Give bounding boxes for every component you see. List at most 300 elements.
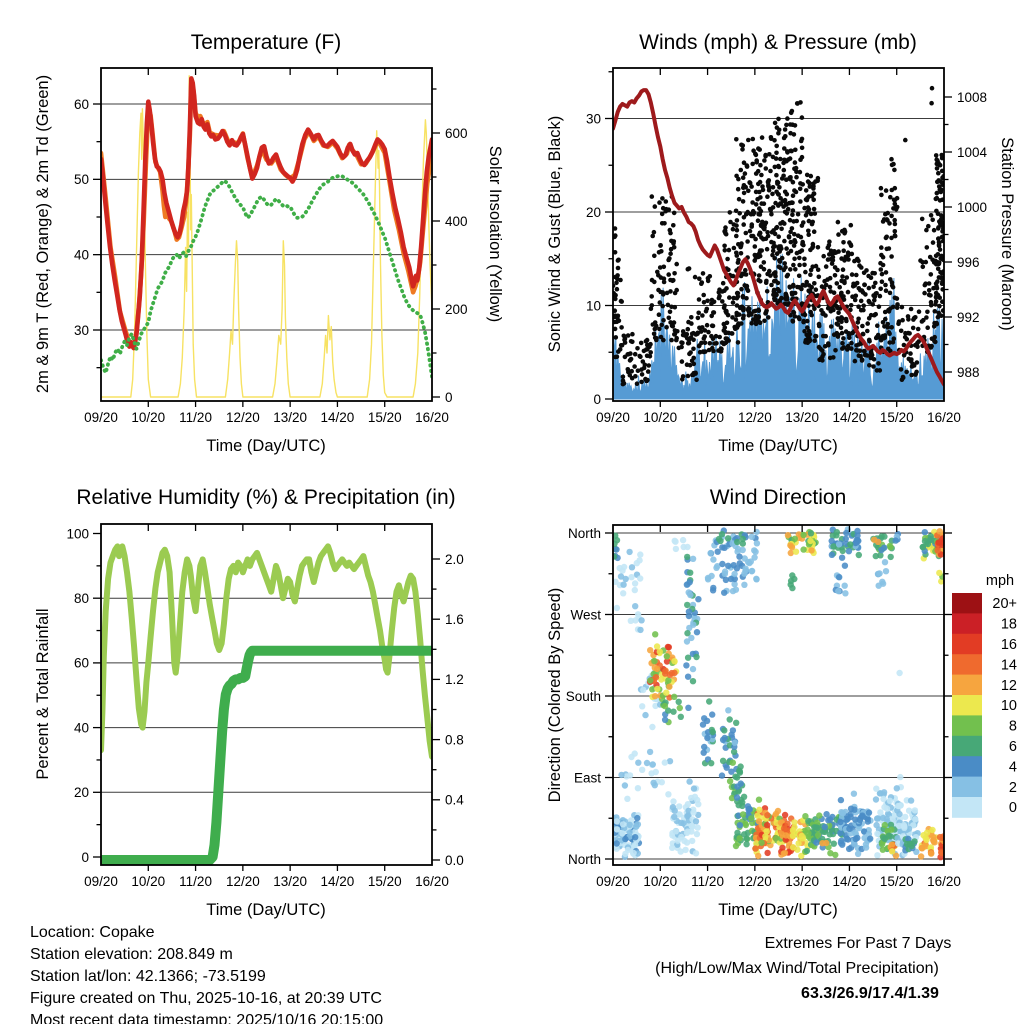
gust-dot	[741, 314, 746, 319]
gust-dot	[782, 261, 787, 266]
footer-elevation: Station elevation: 208.849 m	[30, 946, 233, 963]
gust-dot	[734, 137, 739, 142]
x-tick-label: 13/20	[273, 874, 308, 889]
wind-direction-dot	[708, 760, 714, 766]
gust-dot	[759, 209, 764, 214]
x-tick-label: 15/20	[879, 874, 914, 889]
gust-dot	[783, 265, 788, 270]
gust-dot	[756, 218, 761, 223]
gust-dot	[776, 287, 781, 292]
wind-direction-dot	[743, 841, 749, 847]
gust-dot	[754, 171, 759, 176]
gust-dot	[749, 184, 754, 189]
gust-dot	[666, 303, 671, 308]
wind-direction-dot	[779, 845, 785, 851]
wind-direction-dot	[709, 711, 715, 717]
wind-direction-dot	[896, 670, 902, 676]
wind-direction-dot	[737, 768, 743, 774]
wind-direction-dot	[816, 812, 822, 818]
x-tick-label: 13/20	[785, 410, 820, 425]
y-tick-label: 30	[585, 111, 601, 127]
gust-dot	[920, 217, 925, 222]
x-tick-label: 09/20	[84, 410, 118, 425]
wind-direction-dot	[671, 814, 677, 820]
wind-direction-dot	[693, 818, 699, 824]
wind-direction-dot	[688, 795, 694, 801]
gust-dot	[836, 249, 841, 254]
wind-direction-dot	[867, 836, 873, 842]
gust-dot	[788, 267, 793, 272]
gust-dot	[644, 339, 649, 344]
wind-direction-dot	[845, 836, 851, 842]
gust-dot	[789, 149, 794, 154]
wind-direction-dot	[701, 750, 707, 756]
wind-direction-dot	[764, 812, 770, 818]
gust-dot	[686, 267, 691, 272]
colorbar-cell	[952, 756, 982, 777]
gust-dot	[820, 348, 825, 353]
direction-tick-label: North	[567, 851, 601, 867]
gust-dot	[669, 247, 674, 252]
wind-direction-dot	[791, 819, 797, 825]
winds-panel-title: Winds (mph) & Pressure (mb)	[639, 31, 917, 54]
gust-dot	[768, 208, 773, 213]
wind-direction-dot	[651, 658, 657, 664]
winds-x-axis-label: Time (Day/UTC)	[718, 437, 838, 455]
gust-dot	[913, 343, 918, 348]
gust-dot	[899, 329, 904, 334]
gust-dot	[645, 354, 650, 359]
wind-direction-dot	[635, 760, 641, 766]
gust-dot	[849, 303, 854, 308]
wind-direction-dot	[752, 845, 758, 851]
gust-dot	[724, 341, 729, 346]
y-tick-label: 1004	[957, 144, 988, 160]
wind-direction-dot	[799, 833, 805, 839]
gust-dot	[890, 280, 895, 285]
wind-direction-dot	[752, 549, 758, 555]
gust-dot	[657, 200, 662, 205]
wind-direction-dot	[618, 772, 624, 778]
wind-direction-dot	[725, 563, 731, 569]
gust-dot	[767, 152, 772, 157]
footer	[30, 924, 951, 1024]
gust-dot	[671, 324, 676, 329]
wind-direction-dot	[680, 537, 686, 543]
gust-dot	[792, 132, 797, 137]
wind-direction-dot	[808, 530, 814, 536]
wind-direction-dot	[863, 841, 869, 847]
gust-dot	[819, 357, 824, 362]
gust-dot	[852, 259, 857, 264]
gust-dot	[747, 313, 752, 318]
gust-dot	[630, 332, 635, 337]
gust-dot	[870, 302, 875, 307]
gust-dot	[895, 305, 900, 310]
gust-dot	[937, 241, 942, 246]
wind-direction-dot	[704, 735, 710, 741]
wind-direction-dot	[847, 541, 853, 547]
gust-dot	[801, 320, 806, 325]
wind-direction-dot	[880, 834, 886, 840]
wind-direction-dot	[838, 809, 844, 815]
wind-direction-dot	[848, 806, 854, 812]
gust-dot	[865, 329, 870, 334]
gust-dot	[900, 377, 905, 382]
gust-dot	[916, 327, 921, 332]
gust-dot	[740, 147, 745, 152]
gust-dot	[785, 116, 790, 121]
gust-dot	[790, 200, 795, 205]
gust-dot	[801, 220, 806, 225]
gust-dot	[773, 297, 778, 302]
wind-direction-dot	[789, 585, 795, 591]
wind-direction-dot	[734, 539, 740, 545]
gust-dot	[788, 177, 793, 182]
wind-direction-dot	[690, 678, 696, 684]
wind-direction-dot	[611, 553, 617, 559]
gust-dot	[808, 184, 813, 189]
gust-dot	[893, 186, 898, 191]
gust-dot	[887, 330, 892, 335]
gust-dot	[783, 134, 788, 139]
y-tick-label: 80	[73, 591, 89, 606]
gust-dot	[734, 317, 739, 322]
wind-direction-dot	[687, 579, 693, 585]
y-tick-label: 0.0	[445, 852, 464, 868]
x-tick-label: 15/20	[367, 410, 402, 425]
wind-direction-dot	[912, 816, 918, 822]
wind-direction-dot	[707, 550, 713, 556]
gust-dot	[859, 265, 864, 270]
gust-dot	[917, 309, 922, 314]
gust-dot	[727, 248, 732, 253]
gust-dot	[760, 135, 765, 140]
y-tick-label: 1000	[957, 199, 988, 215]
gust-dot	[758, 231, 763, 236]
x-tick-label: 15/20	[879, 410, 914, 425]
gust-dot	[746, 308, 751, 313]
gust-dot	[812, 281, 817, 286]
gust-dot	[817, 275, 822, 280]
gust-dot	[751, 209, 756, 214]
wind-direction-dot	[897, 774, 903, 780]
gust-dot	[844, 319, 849, 324]
gust-dot	[694, 378, 699, 383]
gust-dot	[867, 338, 872, 343]
wind-direction-dot	[665, 677, 671, 683]
gust-dot	[888, 195, 893, 200]
gust-dot	[793, 160, 798, 165]
wind-direction-dot	[717, 538, 723, 544]
gust-dot	[840, 274, 845, 279]
gust-dot	[741, 143, 746, 148]
wind-direction-dot	[659, 779, 665, 785]
gust-dot	[613, 293, 618, 298]
colorbar-label: 4	[1008, 759, 1017, 776]
y-tick-label: 30	[73, 322, 89, 338]
gust-dot	[686, 374, 691, 379]
wind-direction-dot	[685, 801, 691, 807]
gust-dot	[667, 256, 672, 261]
gust-dot	[938, 275, 943, 280]
gust-dot	[769, 240, 774, 245]
gust-dot	[889, 214, 894, 219]
gust-dot	[889, 254, 894, 259]
wind-direction-dot	[637, 575, 643, 581]
gust-dot	[929, 101, 934, 106]
gust-dot	[886, 325, 891, 330]
wind-direction-dot	[637, 551, 643, 557]
wind-direction-dot	[827, 831, 833, 837]
gust-dot	[735, 228, 740, 233]
wind-direction-dot	[882, 559, 888, 565]
wind-direction-dot	[792, 536, 798, 542]
gust-dot	[804, 197, 809, 202]
wind-direction-dot	[755, 853, 761, 859]
gust-dot	[828, 257, 833, 262]
wind-direction-dot	[654, 686, 660, 692]
x-tick-label: 14/20	[832, 410, 867, 425]
gust-dot	[803, 340, 808, 345]
gust-dot	[700, 325, 705, 330]
gust-dot	[928, 293, 933, 298]
colorbar-label: 12	[1000, 677, 1017, 694]
gust-dot	[849, 223, 854, 228]
wind-direction-dot	[689, 823, 695, 829]
wind-direction-dot	[678, 834, 684, 840]
gust-dot	[913, 372, 918, 377]
gust-dot	[811, 198, 816, 203]
gust-dot	[782, 168, 787, 173]
wind-direction-dot	[694, 831, 700, 837]
wind-direction-dot	[853, 539, 859, 545]
gust-dot	[836, 220, 841, 225]
gust-dot	[778, 298, 783, 303]
gust-dot	[709, 334, 714, 339]
gust-dot	[812, 229, 817, 234]
gust-dot	[873, 294, 878, 299]
gust-dot	[790, 291, 795, 296]
gust-dot	[773, 270, 778, 275]
gust-dot	[761, 188, 766, 193]
gust-dot	[669, 239, 674, 244]
wind-direction-dot	[839, 555, 845, 561]
temperature-y-axis-label: 2m & 9m T (Red, Orange) & 2m Td (Green)	[34, 74, 52, 394]
gust-dot	[856, 259, 861, 264]
gust-dot	[767, 269, 772, 274]
gust-dot	[800, 146, 805, 151]
colorbar-cell	[952, 654, 982, 675]
colorbar-label: 16	[1000, 637, 1017, 653]
gust-dot	[876, 333, 881, 338]
gust-dot	[885, 211, 890, 216]
gust-dot	[784, 123, 789, 128]
gust-dot	[776, 117, 781, 122]
gust-dot	[912, 316, 917, 321]
gust-dot	[910, 362, 915, 367]
wind-direction-dot	[671, 658, 677, 664]
gust-dot	[791, 263, 796, 268]
gust-dot	[615, 320, 620, 325]
gust-dot	[826, 343, 831, 348]
footer-timestamp: Most recent data timestamp: 2025/10/16 20:15:00	[30, 1012, 384, 1024]
gust-dot	[776, 181, 781, 186]
gust-dot	[741, 175, 746, 180]
gust-dot	[877, 304, 882, 309]
wind-direction-dot	[636, 557, 642, 563]
wind-direction-dot	[825, 817, 831, 823]
gust-dot	[899, 367, 904, 372]
wind-direction-dot	[886, 833, 892, 839]
gust-dot	[622, 338, 627, 343]
gust-dot	[826, 246, 831, 251]
gust-dot	[756, 255, 761, 260]
wind-direction-dot	[733, 587, 739, 593]
wind-direction-dot	[887, 544, 893, 550]
x-tick-label: 10/20	[131, 874, 166, 889]
wind-direction-dot	[732, 774, 738, 780]
gust-dot	[926, 224, 931, 229]
gust-dot	[841, 240, 846, 245]
gust-dot	[845, 275, 850, 280]
gust-dot	[649, 294, 654, 299]
gust-dot	[774, 226, 779, 231]
wind-direction-dot	[670, 709, 676, 715]
wind-direction-dot	[873, 822, 879, 828]
wind-direction-dot	[893, 537, 899, 543]
gust-dot	[800, 240, 805, 245]
gust-dot	[722, 303, 727, 308]
wind-direction-dot	[856, 552, 862, 558]
wind-direction-dot	[789, 544, 795, 550]
wind-direction-dot	[873, 796, 879, 802]
gust-dot	[741, 222, 746, 227]
gust-dot	[791, 208, 796, 213]
gust-dot	[746, 138, 751, 143]
wind-direction-dot	[693, 850, 699, 856]
gust-dot	[653, 327, 658, 332]
gust-dot	[860, 324, 865, 329]
gust-dot	[778, 201, 783, 206]
colorbar-cell	[952, 593, 982, 614]
wind-direction-dot	[687, 570, 693, 576]
gust-dot	[632, 364, 637, 369]
gust-dot	[827, 252, 832, 257]
gust-dot	[873, 312, 878, 317]
y-tick-label: 100	[66, 526, 89, 542]
gust-dot	[933, 302, 938, 307]
x-tick-label: 16/20	[415, 410, 449, 425]
gust-dot	[742, 272, 747, 277]
colorbar-cell	[952, 695, 982, 716]
colorbar-cell	[952, 675, 982, 696]
gust-dot	[616, 258, 621, 263]
pressure-y-axis-label: Station Pressure (Maroon)	[998, 137, 1016, 331]
gust-dot	[809, 285, 814, 290]
wind-direction-dot	[889, 848, 895, 854]
gust-dot	[935, 191, 940, 196]
wind-direction-dot	[764, 828, 770, 834]
gust-dot	[776, 131, 781, 136]
gust-dot	[938, 247, 943, 252]
gust-dot	[646, 369, 651, 374]
gust-dot	[673, 305, 678, 310]
rainfall-y-axis-label: Percent & Total Rainfall	[34, 608, 52, 780]
gust-dot	[824, 264, 829, 269]
gust-dot	[934, 209, 939, 214]
x-tick-label: 11/20	[691, 874, 724, 889]
gust-dot	[791, 319, 796, 324]
gust-dot	[808, 272, 813, 277]
wind-direction-dot	[628, 574, 634, 580]
gust-dot	[637, 354, 642, 359]
winddir-panel-title: Wind Direction	[709, 486, 847, 509]
wind-direction-dot	[652, 665, 658, 671]
gust-dot	[859, 299, 864, 304]
wind-direction-dot	[823, 840, 829, 846]
wind-direction-dot	[866, 809, 872, 815]
wind-direction-dot	[695, 801, 701, 807]
gust-dot	[748, 229, 753, 234]
gust-dot	[846, 344, 851, 349]
gust-dot	[839, 291, 844, 296]
gust-dot	[797, 256, 802, 261]
wind-direction-dot	[764, 822, 770, 828]
x-tick-label: 09/20	[596, 874, 630, 889]
gust-dot	[752, 309, 757, 314]
wind-direction-dot	[859, 812, 865, 818]
gust-dot	[772, 138, 777, 143]
gust-dot	[924, 228, 929, 233]
wind-direction-dot	[929, 827, 935, 833]
x-tick-label: 12/20	[737, 410, 772, 425]
wind-direction-dot	[907, 841, 913, 847]
gust-dot	[739, 287, 744, 292]
wind-direction-dot	[620, 590, 626, 596]
y-tick-label: 988	[957, 364, 980, 380]
gust-dot	[840, 316, 845, 321]
gust-dot	[906, 317, 911, 322]
wind-direction-dot	[737, 560, 743, 566]
gust-dot	[925, 245, 930, 250]
gust-dot	[836, 232, 841, 237]
wind-direction-dot	[654, 643, 660, 649]
y-tick-label: 10	[585, 298, 601, 314]
wind-direction-dot	[875, 571, 881, 577]
gust-dot	[654, 336, 659, 341]
gust-dot	[667, 316, 672, 321]
gust-dot	[737, 312, 742, 317]
wind-direction-dot	[887, 798, 893, 804]
gust-dot	[928, 255, 933, 260]
gust-dot	[765, 289, 770, 294]
gust-dot	[800, 248, 805, 253]
gust-dot	[639, 380, 644, 385]
colorbar-cell	[952, 634, 982, 655]
gust-dot	[809, 268, 814, 273]
wind-direction-dot	[728, 576, 734, 582]
wind-direction-dot	[676, 699, 682, 705]
plot-geometry	[66, 68, 1017, 889]
gust-dot	[743, 171, 748, 176]
gust-dot	[790, 122, 795, 127]
gust-dot	[798, 157, 803, 162]
wind-direction-dot	[720, 758, 726, 764]
gust-dot	[664, 325, 669, 330]
gust-dot	[840, 346, 845, 351]
gust-dot	[628, 373, 633, 378]
